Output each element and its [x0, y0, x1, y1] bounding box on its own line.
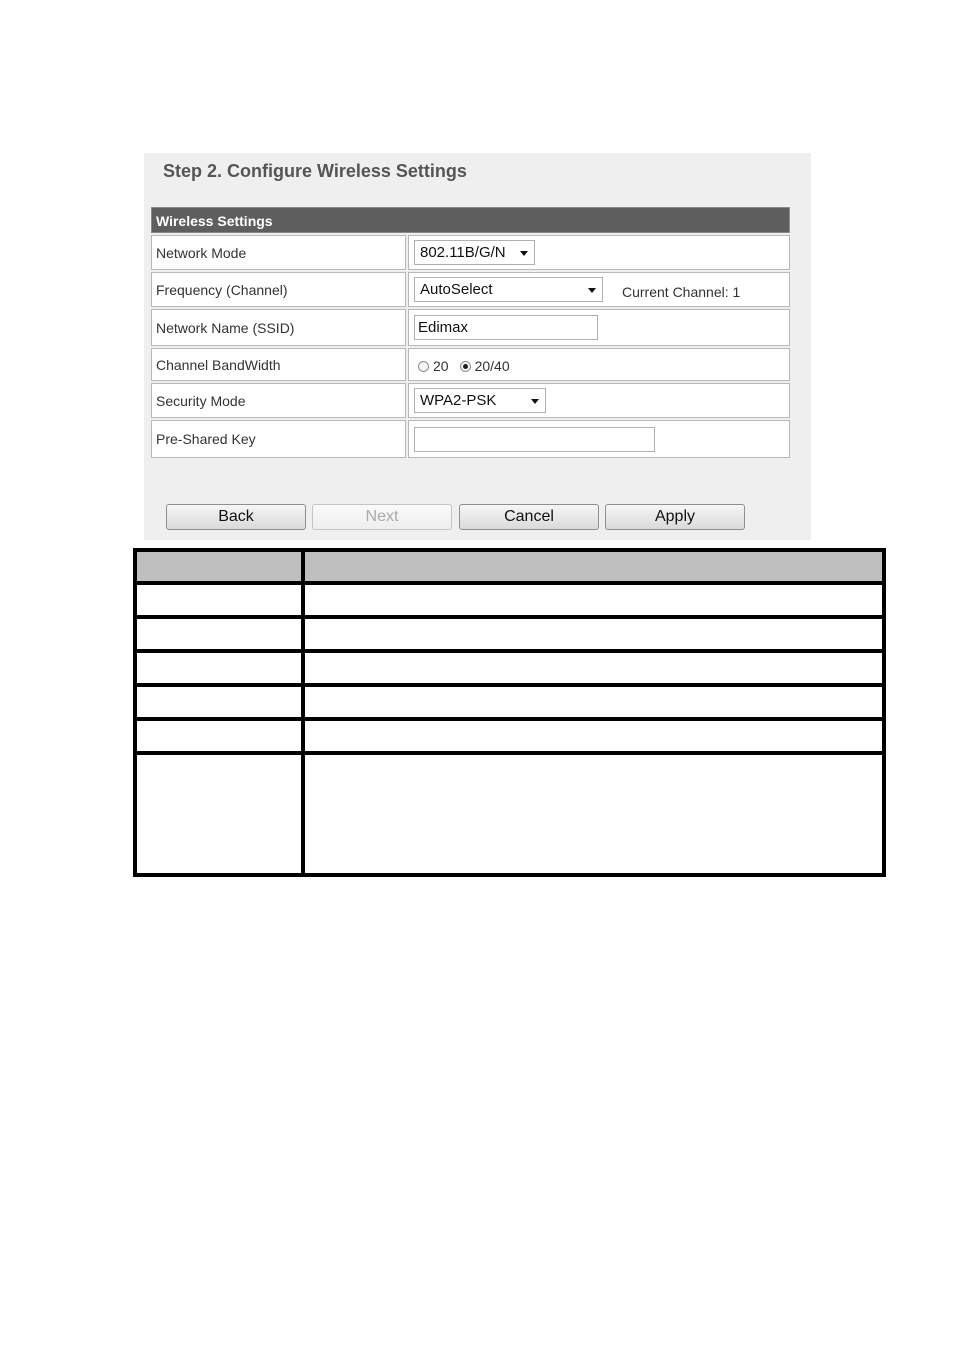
ssid-row [151, 309, 790, 346]
frequency-row [151, 272, 790, 307]
description-table [133, 548, 886, 877]
psk-row [151, 420, 790, 458]
frequency-label: Frequency (Channel) [151, 272, 406, 307]
table-row-divider [133, 615, 886, 619]
table-header-row [133, 548, 886, 583]
network-mode-value: 802.11B/G/N [420, 244, 506, 261]
bandwidth-20-40-label: 20/40 [474, 358, 510, 374]
current-channel-text: Current Channel: 1 [622, 283, 741, 300]
table-row-divider [133, 683, 886, 687]
psk-cell [408, 420, 790, 458]
network-mode-label: Network Mode [151, 235, 406, 270]
table-row-divider [133, 649, 886, 653]
security-mode-row [151, 383, 790, 418]
table-border [133, 873, 886, 877]
apply-button[interactable]: Apply [605, 504, 745, 530]
ssid-cell [408, 309, 790, 346]
security-mode-select[interactable] [414, 388, 546, 413]
chevron-down-icon [531, 399, 539, 404]
security-mode-value: WPA2-PSK [420, 392, 497, 409]
table-border [133, 548, 886, 552]
page-title: Step 2. Configure Wireless Settings [163, 161, 467, 181]
table-row-divider [133, 751, 886, 755]
psk-label: Pre-Shared Key [151, 420, 406, 458]
table-border [882, 548, 886, 877]
chevron-down-icon [588, 288, 596, 293]
psk-input[interactable] [414, 427, 655, 452]
frequency-select[interactable] [414, 277, 603, 302]
table-column-divider [301, 548, 305, 877]
frequency-value: AutoSelect [420, 281, 493, 298]
frequency-cell [408, 272, 790, 307]
bandwidth-label: Channel BandWidth [151, 348, 406, 381]
bandwidth-20-label: 20 [433, 358, 449, 374]
cancel-button[interactable]: Cancel [459, 504, 599, 530]
bandwidth-20-radio[interactable] [418, 361, 429, 372]
next-button[interactable]: Next [312, 504, 452, 530]
section-header: Wireless Settings [151, 207, 790, 233]
bandwidth-cell [408, 348, 790, 381]
back-button[interactable]: Back [166, 504, 306, 530]
ssid-label: Network Name (SSID) [151, 309, 406, 346]
chevron-down-icon [520, 251, 528, 256]
network-mode-row [151, 235, 790, 270]
wizard-panel [144, 153, 811, 540]
network-mode-select[interactable] [414, 240, 535, 265]
ssid-input[interactable]: Edimax [414, 315, 598, 340]
table-row-divider [133, 717, 886, 721]
security-mode-cell [408, 383, 790, 418]
wireless-settings-table [151, 207, 790, 458]
security-mode-label: Security Mode [151, 383, 406, 418]
bandwidth-row [151, 348, 790, 381]
table-border [133, 548, 137, 877]
network-mode-cell [408, 235, 790, 270]
table-row-divider [133, 581, 886, 585]
bandwidth-20-40-radio[interactable] [460, 361, 471, 372]
